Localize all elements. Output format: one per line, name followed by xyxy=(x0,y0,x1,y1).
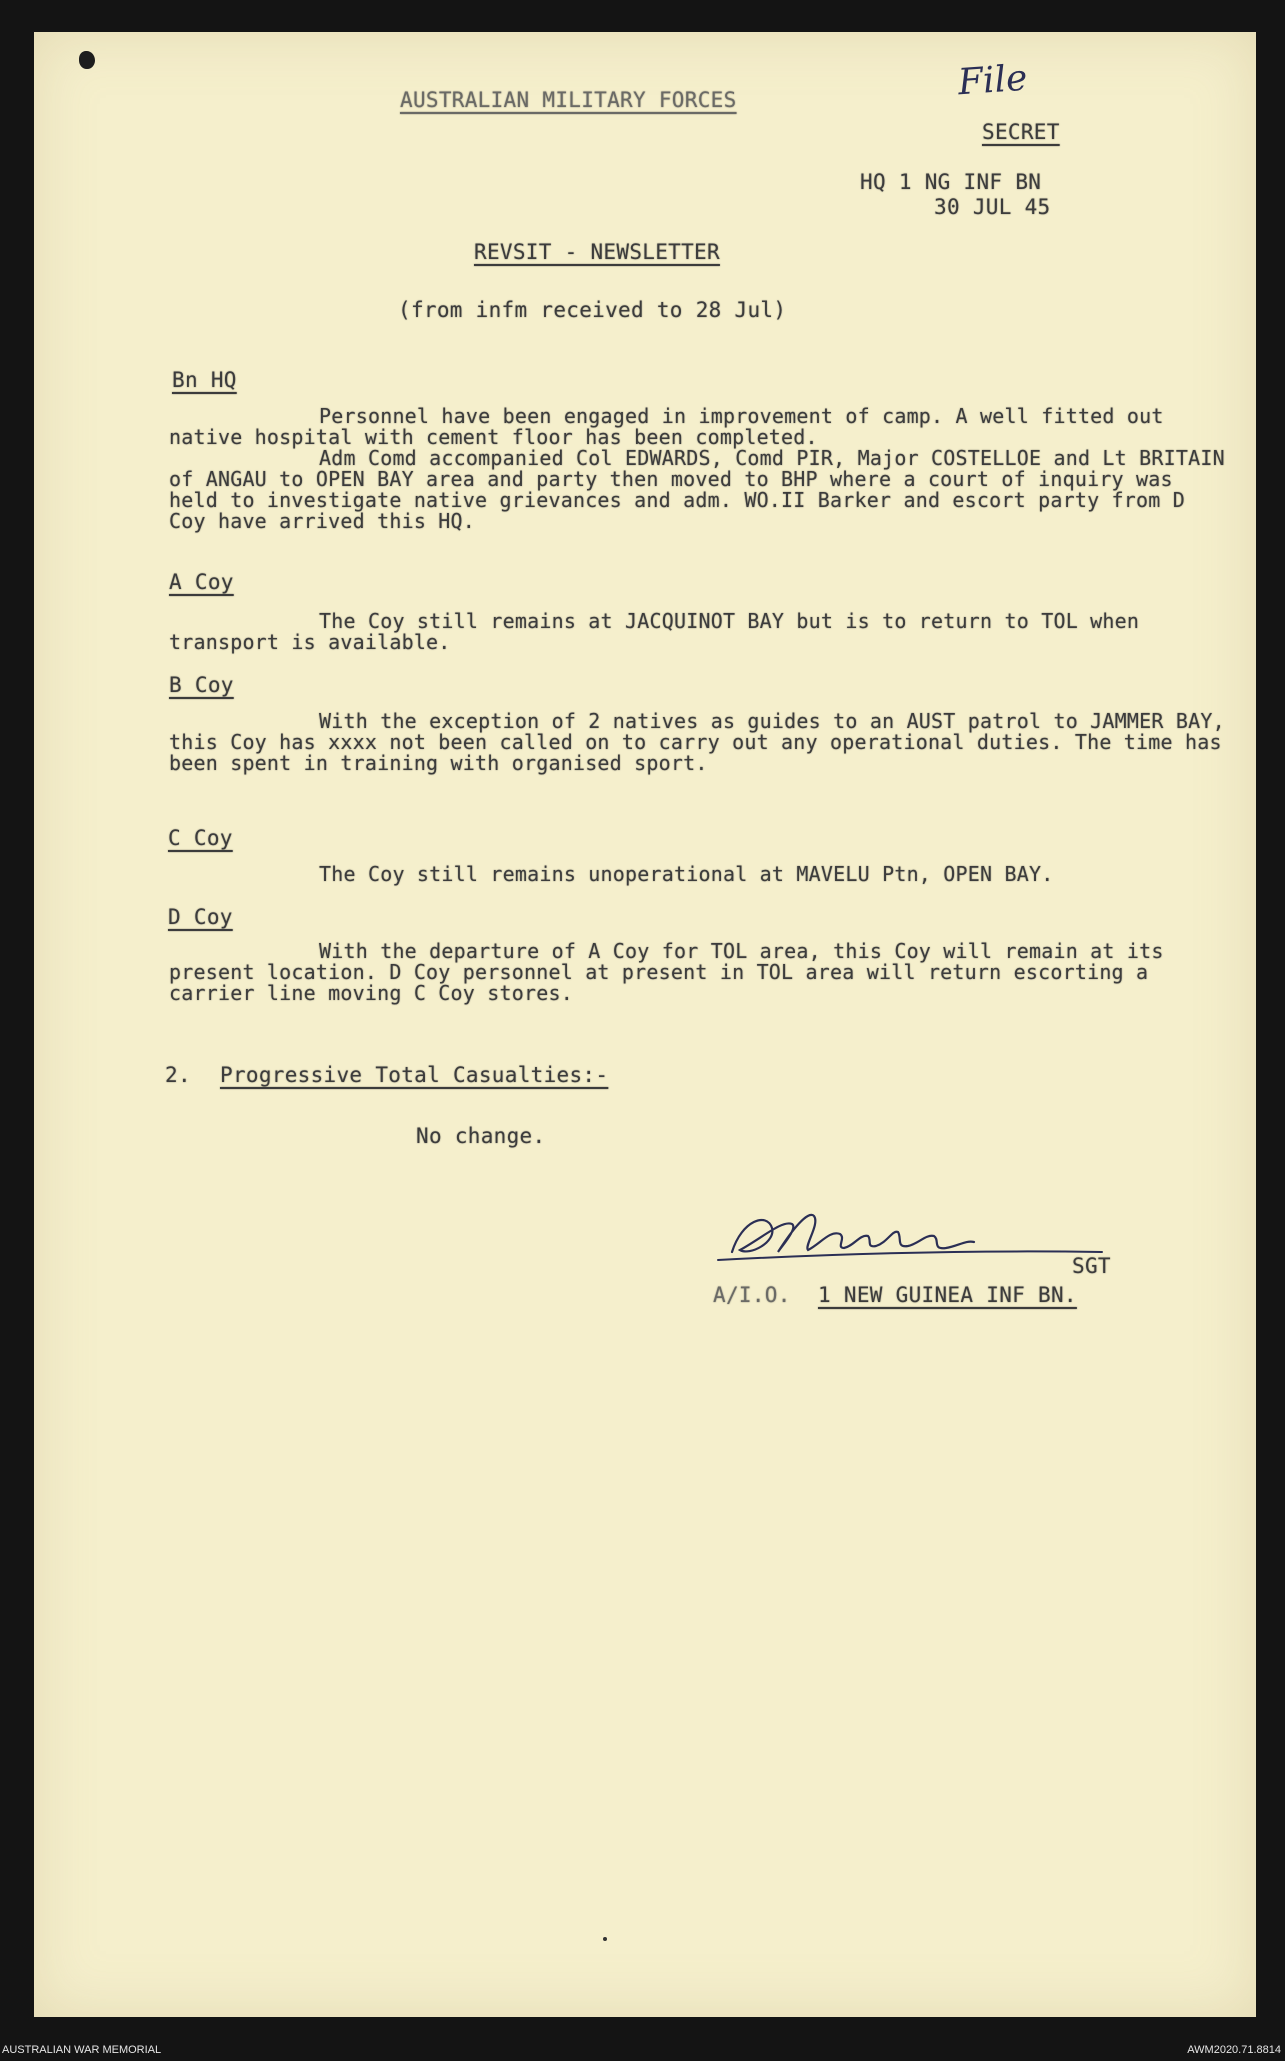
item-heading: Progressive Total Casualties:- xyxy=(220,1063,609,1087)
paragraph: The Coy still remains unoperational at MAVELU Ptn, OPEN BAY. xyxy=(319,862,1054,886)
section-body xyxy=(169,406,1229,532)
section-heading: D Coy xyxy=(168,905,233,929)
item-number: 2. xyxy=(165,1063,191,1087)
paragraph: With the exception of 2 natives as guides to an AUST patrol to JAMMER BAY, this Coy has xxxx not been called on to carry out any operational duties. The time has been spent in training with organised sport. xyxy=(169,709,1225,775)
handwritten-signature xyxy=(712,1190,1132,1280)
document-title: REVSIT - NEWSLETTER xyxy=(474,240,720,264)
section-heading: A Coy xyxy=(169,570,234,594)
footer-accession-number: AWM2020.71.8814 xyxy=(1187,2044,1281,2056)
section-body xyxy=(169,611,1229,653)
paragraph: With the departure of A Coy for TOL area, this Coy will remain at its present location. D Coy personnel at present in TOL area will return escorting a carrier line moving C Coy stores. xyxy=(169,939,1164,1005)
section-heading: C Coy xyxy=(168,826,233,850)
signature-prefix: A/I.O. xyxy=(713,1283,791,1307)
signature-unit: 1 NEW GUINEA INF BN. xyxy=(818,1283,1077,1307)
section-body xyxy=(169,711,1229,774)
punch-hole xyxy=(79,51,95,69)
document-header: AUSTRALIAN MILITARY FORCES xyxy=(400,88,737,112)
document-page xyxy=(34,32,1256,2017)
handwritten-file-note: File xyxy=(956,57,1029,104)
item-text: No change. xyxy=(416,1124,546,1148)
paragraph: Personnel have been engaged in improvement of camp. A well fitted out native hospital with cement floor has been completed. xyxy=(169,404,1164,449)
section-body xyxy=(169,864,1229,885)
section-body xyxy=(169,941,1229,1004)
document-subtitle: (from infm received to 28 Jul) xyxy=(398,298,787,322)
paragraph: Adm Comd accompanied Col EDWARDS, Comd PIR, Major COSTELLOE and Lt BRITAIN of ANGAU to OPEN BAY area and party then moved to BHP where a court of inquiry was held to investigate native grievances and adm. WO.II Barker and escort party from D Coy have arrived this HQ. xyxy=(169,446,1225,533)
signature-rank: SGT xyxy=(1072,1254,1111,1278)
footer-credit: AUSTRALIAN WAR MEMORIAL xyxy=(2,2044,162,2056)
ink-dot xyxy=(603,1937,607,1941)
unit-line: HQ 1 NG INF BN xyxy=(860,170,1042,194)
section-heading: B Coy xyxy=(169,673,234,697)
date-line: 30 JUL 45 xyxy=(934,195,1051,219)
classification-label: SECRET xyxy=(982,120,1060,144)
paragraph: The Coy still remains at JACQUINOT BAY but is to return to TOL when transport is available. xyxy=(169,609,1140,654)
section-heading: Bn HQ xyxy=(172,368,237,392)
